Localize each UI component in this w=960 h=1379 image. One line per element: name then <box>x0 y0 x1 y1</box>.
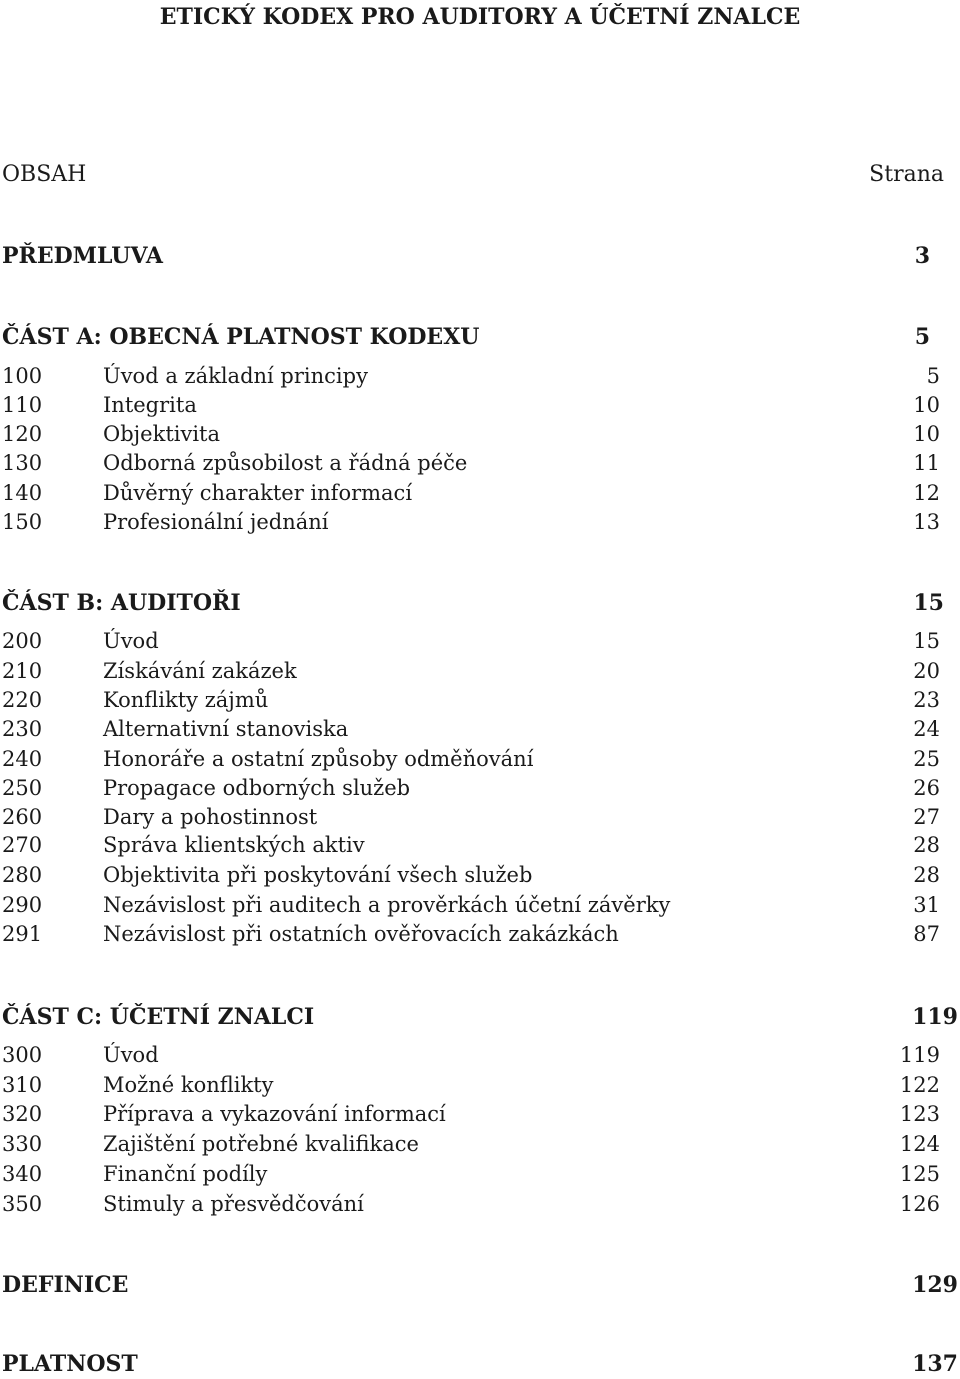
section-heading-cast-b <box>2 590 958 616</box>
toc-number: 270 <box>2 833 43 857</box>
toc-number: 290 <box>2 893 43 917</box>
toc-number: 120 <box>2 422 43 446</box>
toc-label: Honoráře a ostatní způsoby odměňování <box>103 747 534 771</box>
toc-number: 250 <box>2 776 43 800</box>
toc-row <box>2 747 940 771</box>
toc-number: 310 <box>2 1073 43 1097</box>
section-title: ČÁST B: AUDITOŘI <box>2 590 241 616</box>
toc-number: 130 <box>2 451 43 475</box>
toc-row <box>2 776 940 800</box>
toc-number: 200 <box>2 629 43 653</box>
toc-label: Alternativní stanoviska <box>103 717 349 741</box>
section-heading-platnost <box>2 1351 958 1377</box>
document-title: ETICKÝ KODEX PRO AUDITORY A ÚČETNÍ ZNALCE <box>159 4 801 30</box>
toc-number: 320 <box>2 1102 43 1126</box>
toc-page: 15 <box>913 629 940 653</box>
toc-label: Objektivita při poskytování všech služeb <box>103 863 533 887</box>
toc-label: Propagace odborných služeb <box>103 776 411 800</box>
toc-number: 330 <box>2 1132 43 1156</box>
toc-row <box>2 1162 940 1186</box>
toc-label: Nezávislost při auditech a prověrkách účetní závěrky <box>103 893 671 917</box>
toc-row <box>2 629 940 653</box>
toc-label: Správa klientských aktiv <box>103 833 365 857</box>
toc-number: 230 <box>2 717 43 741</box>
toc-page: 11 <box>913 451 940 475</box>
toc-page: 12 <box>913 481 940 505</box>
toc-number: 150 <box>2 510 43 534</box>
section-title: PŘEDMLUVA <box>2 243 163 269</box>
toc-number: 260 <box>2 805 43 829</box>
toc-page: 23 <box>913 688 940 712</box>
toc-page: 20 <box>913 659 940 683</box>
toc-label: Získávání zakázek <box>103 659 297 683</box>
toc-page: 27 <box>913 805 940 829</box>
toc-number: 340 <box>2 1162 43 1186</box>
toc-page: 119 <box>899 1043 940 1067</box>
toc-page: 87 <box>913 922 940 946</box>
toc-row <box>2 1073 940 1097</box>
toc-row <box>2 393 940 417</box>
toc-number: 220 <box>2 688 43 712</box>
toc-label: Důvěrný charakter informací <box>103 481 413 505</box>
toc-page: 28 <box>913 833 940 857</box>
toc-row <box>2 1132 940 1156</box>
toc-row <box>2 510 940 534</box>
toc-row <box>2 481 940 505</box>
toc-row <box>2 833 940 857</box>
toc-page: 123 <box>899 1102 940 1126</box>
toc-number: 110 <box>2 393 43 417</box>
toc-label: Stimuly a přesvědčování <box>103 1192 364 1216</box>
toc-label: Integrita <box>103 393 197 417</box>
section-page: 137 <box>912 1351 958 1377</box>
section-page: 3 <box>914 243 930 269</box>
toc-row <box>2 451 940 475</box>
toc-label: Úvod <box>103 1043 159 1067</box>
toc-row <box>2 1192 940 1216</box>
toc-label: Finanční podíly <box>103 1162 268 1186</box>
toc-page: 26 <box>913 776 940 800</box>
toc-label: Možné konflikty <box>103 1073 274 1097</box>
toc-page: 5 <box>926 364 940 388</box>
toc-row <box>2 863 940 887</box>
toc-label: Odborná způsobilost a řádná péče <box>103 451 468 475</box>
toc-page: 10 <box>913 422 940 446</box>
toc-page: 24 <box>913 717 940 741</box>
toc-row <box>2 422 940 446</box>
toc-label: Konflikty zájmů <box>103 688 269 712</box>
toc-number: 291 <box>2 922 43 946</box>
toc-label: Nezávislost při ostatních ověřovacích zakázkách <box>103 922 619 946</box>
section-heading-cast-a <box>2 324 958 350</box>
toc-number: 100 <box>2 364 43 388</box>
toc-page: 28 <box>913 863 940 887</box>
section-title: ČÁST C: ÚČETNÍ ZNALCI <box>2 1004 315 1030</box>
contents-heading: OBSAH <box>2 162 87 187</box>
toc-page: 10 <box>913 393 940 417</box>
section-heading-cast-c <box>2 1004 958 1030</box>
toc-row <box>2 364 940 388</box>
section-page: 129 <box>912 1272 958 1298</box>
section-page: 5 <box>914 324 930 350</box>
toc-number: 280 <box>2 863 43 887</box>
toc-number: 350 <box>2 1192 43 1216</box>
toc-row <box>2 805 940 829</box>
toc-row <box>2 659 940 683</box>
toc-page: 122 <box>899 1073 940 1097</box>
toc-row <box>2 922 940 946</box>
section-title: DEFINICE <box>2 1272 129 1298</box>
section-title: PLATNOST <box>2 1351 138 1377</box>
toc-page: 125 <box>899 1162 940 1186</box>
toc-row <box>2 688 940 712</box>
toc-page: 13 <box>913 510 940 534</box>
section-page: 119 <box>912 1004 958 1030</box>
toc-label: Dary a pohostinnost <box>103 805 318 829</box>
toc-row <box>2 717 940 741</box>
section-page: 15 <box>913 590 944 616</box>
toc-label: Profesionální jednání <box>103 510 329 534</box>
toc-page: 25 <box>913 747 940 771</box>
toc-number: 210 <box>2 659 43 683</box>
toc-label: Úvod <box>103 629 159 653</box>
toc-label: Zajištění potřebné kvalifikace <box>103 1132 419 1156</box>
toc-number: 300 <box>2 1043 43 1067</box>
toc-label: Objektivita <box>103 422 221 446</box>
page-column-heading: Strana <box>869 162 944 187</box>
toc-page: 124 <box>899 1132 940 1156</box>
section-heading-predmluva <box>2 243 958 269</box>
toc-number: 140 <box>2 481 43 505</box>
toc-row <box>2 893 940 917</box>
section-title: ČÁST A: OBECNÁ PLATNOST KODEXU <box>2 324 480 350</box>
section-heading-definice <box>2 1272 958 1298</box>
toc-page: 126 <box>899 1192 940 1216</box>
toc-page: 31 <box>913 893 940 917</box>
toc-number: 240 <box>2 747 43 771</box>
toc-label: Úvod a základní principy <box>103 364 368 388</box>
toc-row <box>2 1102 940 1126</box>
toc-row <box>2 1043 940 1067</box>
toc-label: Příprava a vykazování informací <box>103 1102 446 1126</box>
